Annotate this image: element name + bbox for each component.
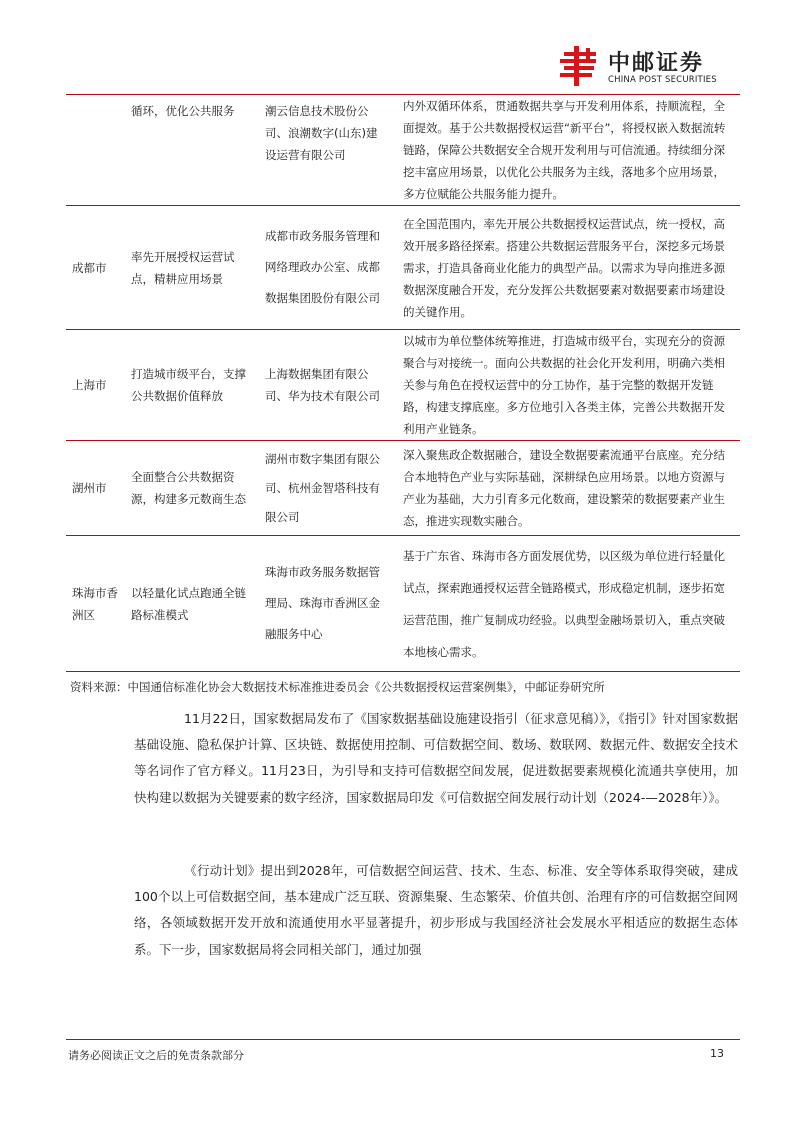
description-cell: 内外双循环体系，贯通数据共享与开发利用体系，持顺流程，全面提效。基于公共数据授权运营“新平台”，将授权嵌入数据流转链路，保障公共数据安全合规开发利用与可信流通。持续细分深挖丰富应用场景，以优化公共服务为主线，落地多个应用场景，多方位赋能公共服务能力提升。 [395,95,740,206]
table-row [66,95,740,206]
table-source-note: 资料来源：中国通信标准化协会大数据技术标准推进委员会《公共数据授权运营案例集》，中邮证券研究所 [70,680,605,694]
mode-cell: 循环，优化公共服务 [123,95,260,206]
city-cell: 珠海市香洲区 [66,536,123,672]
city-cell [66,95,123,206]
case-table [66,95,740,672]
table-row [66,206,740,330]
body-paragraph [134,706,738,811]
operator-cell: 珠海市政务服务数据管理局、珠海市香洲区金融服务中心 [260,536,395,672]
description-cell: 以城市为单位整体统筹推进，打造城市级平台，实现充分的资源聚合与对接统一。面向公共数据的社会化开发利用，明确六类相关参与角色在授权运营中的分工协作，基于完整的数据开发链路，构建支撑底座。多方位地引入各类主体，完善公共数据开发利用产业链条。 [395,330,740,441]
paragraph-text: 《行动计划》提出到2028年，可信数据空间运营、技术、生态、标准、安全等体系取得突破，建成100个以上可信数据空间，基本建成广泛互联、资源集聚、生态繁荣、价值共创、治理有序的可信数据空间网络，各领域数据开发开放和流通使用水平显著提升，初步形成与我国经济社会发展水平相适应的数据生态体系。下一步，国家数据局将会同相关部门，通过加强 [134,863,738,957]
operator-cell: 成都市政务服务管理和网络理政办公室、成都数据集团股份有限公司 [260,206,395,330]
city-cell: 上海市 [66,330,123,441]
description-cell: 在全国范围内，率先开展公共数据授权运营试点，统一授权，高效开展多路径探索。搭建公共数据运营服务平台，深挖多元场景需求，打造具备商业化能力的典型产品。以需求为导向推进多源数据深度融合开发，充分发挥公共数据要素对数据要素市场建设的关键作用。 [395,206,740,330]
operator-cell: 湖州市数字集团有限公司、杭州金智塔科技有限公司 [260,441,395,536]
footer-disclaimer: 请务必阅读正文之后的免责条款部分 [68,1049,244,1062]
description-cell: 基于广东省、珠海市各方面发展优势，以区级为单位进行轻量化试点，探索跑通授权运营全链路模式，形成稳定机制，逐步拓宽运营范围，推广复制成功经验。以典型金融场景切入，重点突破本地核心需求。 [395,536,740,672]
operator-cell: 上海数据集团有限公司、华为技术有限公司 [260,330,395,441]
paragraph-text: 11月22日，国家数据局发布了《国家数据基础设施建设指引（征求意见稿）》，《指引》针对国家数据基础设施、隐私保护计算、区块链、数据使用控制、可信数据空间、数场、数联网、数据元件、数据安全技术等名词作了官方释义。11月23日，为引导和支持可信数据空间发展，促进数据要素规模化流通共享使用，加快构建以数据为关键要素的数字经济，国家数据局印发《可信数据空间发展行动计划（2024-—2028年）》。 [134,711,738,805]
table-row [66,441,740,536]
table-row [66,330,740,441]
operator-cell: 潮云信息技术股份公司、浪潮数字(山东)建设运营有限公司 [260,95,395,206]
page-number: 13 [710,1047,724,1060]
table-row [66,536,740,672]
company-logo [560,44,740,92]
city-cell: 湖州市 [66,441,123,536]
bottom-divider [66,1039,740,1040]
mode-cell: 率先开展授权运营试点，精耕应用场景 [123,206,260,330]
body-paragraph [134,858,738,963]
mode-cell: 打造城市级平台，支撑公共数据价值释放 [123,330,260,441]
description-cell: 深入聚焦政企数据融合，建设全数据要素流通平台底座。充分结合本地特色产业与实际基础，深耕绿色应用场景。以地方资源与产业为基础，大力引育多元化数商，建设繁荣的数据要素产业生态，推进实现数实融合。 [395,441,740,536]
logo-chinese-text: 中邮证券 [608,51,705,76]
city-cell: 成都市 [66,206,123,330]
mode-cell: 全面整合公共数据资源，构建多元数商生态 [123,441,260,536]
china-post-emblem-icon [560,46,600,86]
mode-cell: 以轻量化试点跑通全链路标准模式 [123,536,260,672]
logo-english-text: CHINA POST SECURITIES [608,75,717,85]
